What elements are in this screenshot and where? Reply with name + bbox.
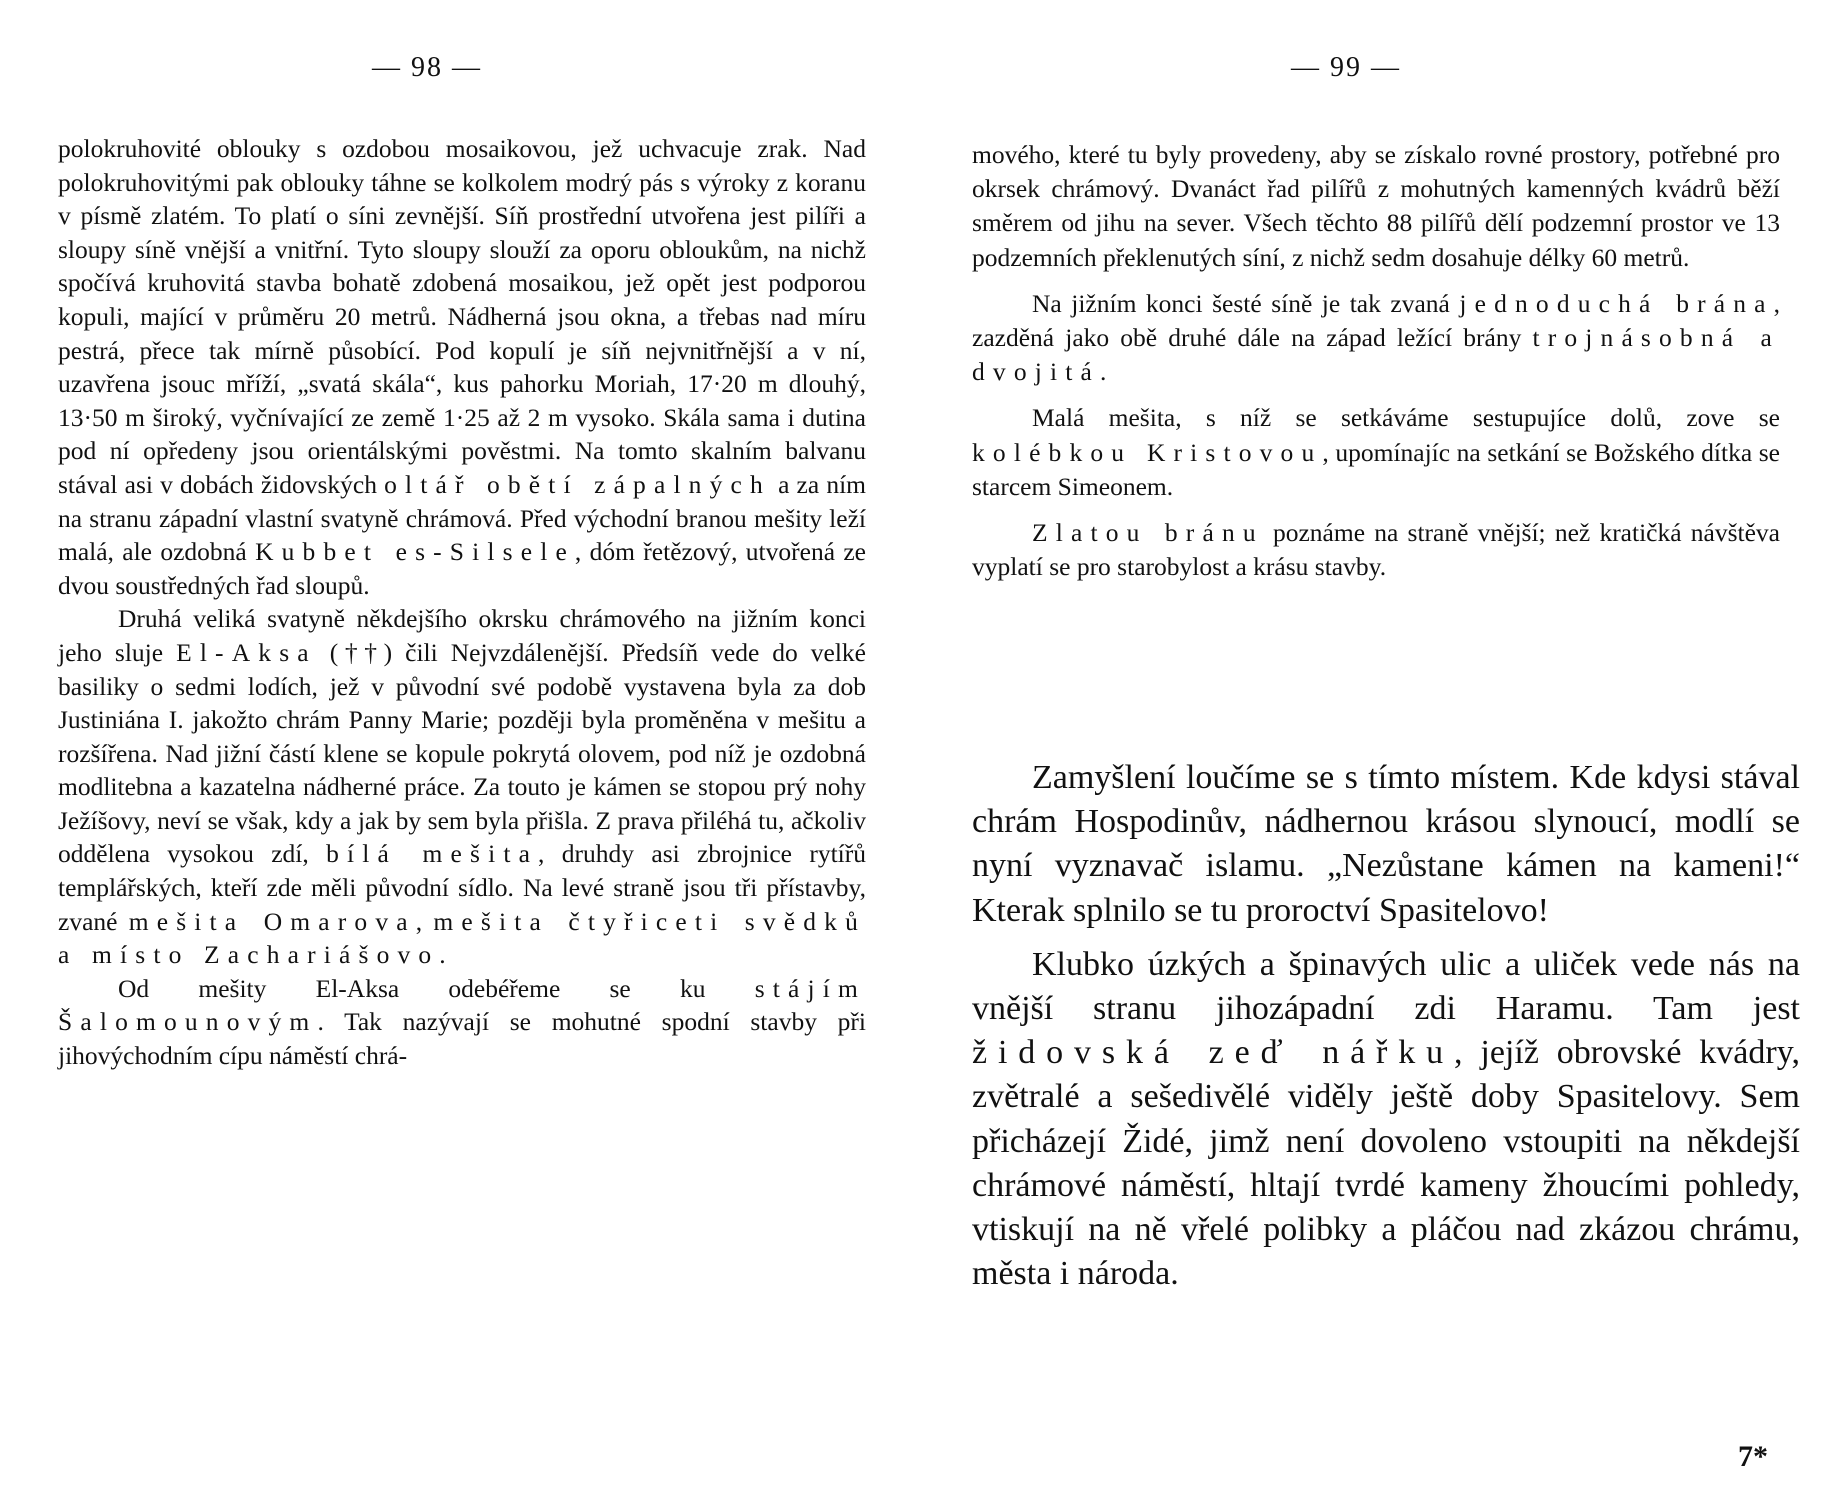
spaced-emphasis-text: kolébkou Kristovou bbox=[972, 437, 1323, 467]
paragraph bbox=[972, 401, 1780, 504]
paragraph bbox=[58, 602, 866, 972]
spaced-emphasis-text: jednoduchá brána bbox=[1459, 288, 1774, 318]
paragraph bbox=[972, 756, 1800, 933]
text-run: , dóm řetězový, utvořená ze dvou soustředných řad sloupů. bbox=[58, 537, 866, 600]
right-page-text bbox=[972, 138, 1780, 584]
signature-mark: 7* bbox=[1738, 1440, 1768, 1473]
text-run: (††) čili Nejvzdálenější. Předsíň vede do velké basiliky o sedmi lodích, jež v původní své podobě vystavena byla za dob Justiniána I. jakožto chrám Panny Marie; později byla proměněna v mešitu a rozšířena. Nad jižní částí klene se kopule pokrytá olovem, pod níž je ozdobná modlitebna a kazatelna nádherné práce. Za touto je kámen se stopou prý nohy Ježíšovy, neví se však, kdy a jak by sem byla přišla. Z prava přiléhá tu, ačkoliv oddělena vysokou zdí, bbox=[58, 637, 866, 869]
page-number: — 99 — bbox=[1291, 52, 1401, 83]
text-run: , bbox=[415, 906, 434, 936]
spaced-emphasis-text: mešita Omarova bbox=[128, 906, 416, 936]
text-run: polokruhovité oblouky s ozdobou mosaikovou, jež uchvacuje zrak. Nad polokruhovitými pak oblouky táhne se kolkolem modrý pás s výroky z koranu v písmě zlatém. To platí o síni zevnější. Síň prostřední utvořena jest pilíři a sloupy síně vnější a vnitřní. Tyto sloupy slouží za oporu obloukům, na nichž spočívá kruhovitá stavba bohatě zdobená mosaikou, jež opět jest podporou kopuli, mající v průměru 20 metrů. Nádherná jsou okna, a třebas nad míru pestrá, přece tak mírně působící. Pod kopulí je síň nejvnitřnější a v ní, uzavřena jsouc mříží, „svatá skála“, kus pahorku Moriah, 17·20 m dlouhý, 13·50 m široký, vyčnívající ze země 1·25 až 2 m vysoko. Skála sama i dutina pod ní opředeny jsou orientálskými pověstmi. Na tomto skalním balvanu stával asi v dobách židovských bbox=[58, 134, 866, 499]
text-run: . bbox=[1099, 357, 1107, 387]
text-run: , zazděná jako obě druhé dále na západ ležící brány bbox=[972, 288, 1780, 353]
text-run: Od mešity El-Aksa odebéřeme se ku bbox=[118, 973, 755, 1003]
spaced-emphasis-text: oltář obětí zápalných bbox=[384, 469, 771, 499]
spaced-emphasis-text: židovská zeď nářku bbox=[972, 1034, 1455, 1072]
text-run: , druhdy asi zbrojnice rytířů templářských, kteří zde měli původní sídlo. Na levé straně jsou tři přístavby, zvané bbox=[58, 839, 866, 936]
text-run: Druhá veliká svatyně někdejšího okrsku chrámového na jižním konci jeho sluje bbox=[58, 604, 866, 667]
text-run: Malá mešita, s níž se setkáváme sestupujíce dolů, zove se bbox=[1032, 403, 1780, 433]
text-run: mového, které tu byly provedeny, aby se získalo rovné prostory, potřebné pro okrsek chrámový. Dvanáct řad pilířů z mohutných kamenných kvádrů běží směrem od jihu na sever. Všech těchto 88 pilířů dělí podzemní prostor ve 13 podzemních překlenutých síní, z nichž sedm dosahuje délky 60 metrů. bbox=[972, 140, 1780, 272]
large-print-text bbox=[972, 756, 1800, 1296]
paragraph bbox=[972, 516, 1780, 584]
paragraph bbox=[972, 943, 1800, 1297]
text-run: Zamyšlení loučíme se s tímto místem. Kde kdysi stával chrám Hospodinův, nádhernou krásou slynoucí, modlí se nyní vyznavač islamu. „Nezůstane kámen na kameni!“ Kterak splnilo se tu proroctví Spasitelovo! bbox=[972, 759, 1800, 929]
text-run: Na jižním konci šesté síně je tak zvaná bbox=[1032, 288, 1460, 318]
spaced-emphasis-text: trojnásobná a dvojitá bbox=[972, 323, 1781, 387]
paragraph bbox=[58, 972, 866, 1073]
text-run: . Tak nazývají se mohutné spodní stavby při jihovýchodním cípu náměstí chrá- bbox=[58, 1007, 866, 1071]
spaced-emphasis-text: stájím Šalomounovým bbox=[58, 973, 866, 1037]
spaced-emphasis-text: El-Aksa bbox=[176, 637, 317, 667]
spaced-emphasis-text: Kubbet es-Silsele bbox=[255, 537, 575, 567]
paragraph bbox=[972, 287, 1780, 390]
paragraph bbox=[58, 132, 866, 602]
text-run: . bbox=[439, 940, 446, 970]
spaced-emphasis-text: mešita čtyřiceti svědků a místo Zachariášovo bbox=[58, 906, 867, 970]
spaced-emphasis-text: Zlatou bránu bbox=[1032, 518, 1264, 548]
text-run: poznáme na straně vnější; než kratičká návštěva vyplatí se pro starobylost a krásu stavby. bbox=[972, 518, 1780, 582]
paragraph bbox=[972, 138, 1780, 275]
text-run: Klubko úzkých a špinavých ulic a uliček vede nás na vnější stranu jihozápadní zdi Haramu. Tam jest bbox=[972, 945, 1800, 1028]
text-run: , jejíž obrovské kvádry, zvětralé a sešedivělé viděly ještě doby Spasitelovy. Sem přicházejí Židé, jimž není dovoleno vstoupiti na někdejší chrámové náměstí, hltají tvrdé kameny žhoucími pohledy, vtiskují na ně vřelé polibky a pláčou nad zkázou chrámu, města i národa. bbox=[972, 1034, 1800, 1293]
text-run: , upomínajíc na setkání se Božského dítka se starcem Simeonem. bbox=[972, 437, 1780, 501]
spaced-emphasis-text: bílá mešita bbox=[326, 839, 539, 869]
left-page-text bbox=[58, 132, 866, 1073]
text-run: a za ním na stranu západní vlastní svatyně chrámová. Před východní branou mešity leží malá, ale ozdobná bbox=[58, 469, 867, 567]
page-number: — 98 — bbox=[372, 52, 482, 83]
right-page bbox=[914, 0, 1828, 1500]
